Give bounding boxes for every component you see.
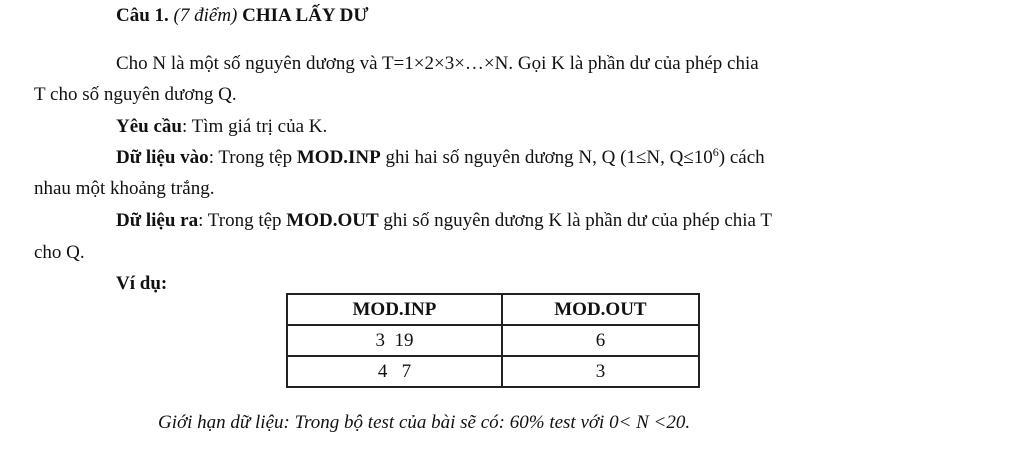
table-row — [287, 356, 699, 387]
limit-text: Giới hạn dữ liệu: Trong bộ test của bài sẽ có: 60% test với — [158, 412, 610, 433]
example-label — [116, 272, 167, 296]
output-line-1 — [116, 209, 772, 233]
table-cell-input: 3 19 — [287, 325, 502, 356]
input-text-2: ghi hai số nguyên dương N, Q (1≤N, Q≤10 — [380, 147, 713, 168]
output-label: Dữ liệu ra — [116, 210, 199, 231]
table-row — [287, 325, 699, 356]
data-limit-line — [158, 411, 690, 435]
example-table — [286, 293, 700, 388]
table-cell-output: 6 — [502, 325, 699, 356]
description-formula: T=1×2×3×…×N — [381, 53, 509, 74]
requirement-label: Yêu cầu — [116, 116, 182, 137]
input-text-3: ) cách — [718, 147, 765, 168]
output-text-1: : Trong tệp — [198, 210, 287, 231]
header-input-file: MOD.INP — [287, 294, 502, 325]
table-cell-input: 4 7 — [287, 356, 502, 387]
example-label-text: Ví dụ: — [116, 273, 168, 294]
description-text: Cho N là một số nguyên dương và — [116, 53, 382, 74]
input-exponent: 6 — [712, 145, 719, 159]
table-cell-output: 3 — [502, 356, 699, 387]
problem-number: Câu 1. — [116, 5, 169, 26]
input-file-name: MOD.INP — [296, 147, 381, 168]
description-line-1 — [116, 52, 759, 76]
input-text-1: : Trong tệp — [208, 147, 297, 168]
requirement-text: : Tìm giá trị của K. — [181, 116, 328, 137]
output-file-name: MOD.OUT — [286, 210, 379, 231]
problem-points: (7 điểm) — [173, 5, 238, 26]
input-line-2: nhau một khoảng trắng. — [34, 178, 215, 199]
description-text-rest: . Gọi K là phần dư của phép chia — [508, 53, 759, 74]
problem-title — [116, 4, 368, 28]
input-label: Dữ liệu vào — [116, 147, 209, 168]
output-line-2: cho Q. — [34, 242, 85, 263]
problem-name: CHIA LẤY DƯ — [242, 5, 369, 26]
limit-condition: 0< N <20. — [609, 412, 691, 433]
header-output-file: MOD.OUT — [502, 294, 699, 325]
output-text-2: ghi số nguyên dương K là phần dư của phép chia T — [378, 210, 772, 231]
table-header-row — [287, 294, 699, 325]
input-line-1 — [116, 146, 765, 170]
description-line-2: T cho số nguyên dương Q. — [34, 84, 237, 105]
requirement-line — [116, 115, 327, 139]
